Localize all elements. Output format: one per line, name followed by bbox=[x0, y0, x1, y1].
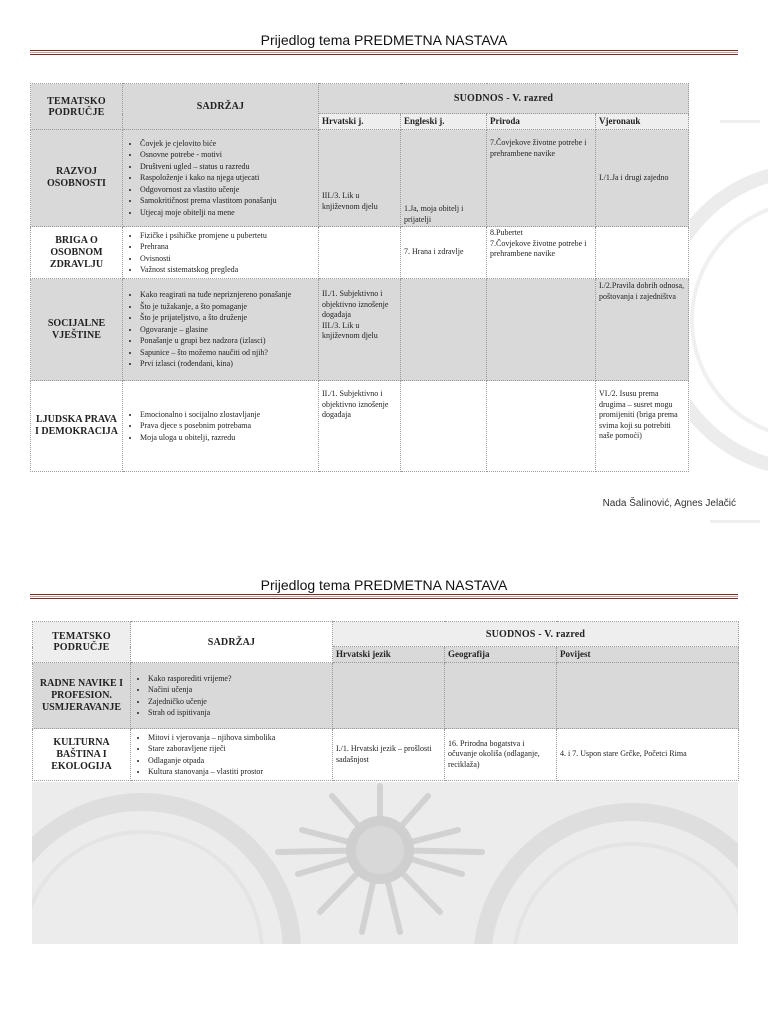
list-item: • Moja uloga u obitelji, razredu bbox=[140, 432, 315, 444]
area-label: SOCIJALNE VJEŠTINE bbox=[31, 279, 123, 381]
relation-cell: 4. i 7. Uspon stare Grčke, Početci Rima bbox=[557, 729, 739, 781]
title-rule-2 bbox=[30, 594, 738, 599]
list-item: • Osnovne potrebe - motivi bbox=[140, 149, 315, 161]
relation-cell: VI./2. Isusu prema drugima – susret mogu promijeniti (briga prema svima koji su potrebiti naše pomoći) bbox=[596, 381, 689, 472]
content-list bbox=[123, 130, 319, 227]
relation-cell bbox=[401, 381, 487, 472]
subject-history: Povijest bbox=[557, 647, 739, 663]
list-item: • Čovjek je cjelovito biće bbox=[140, 138, 315, 150]
list-item: • Prvi izlasci (rođendani, kina) bbox=[140, 358, 315, 370]
area-label: KULTURNA BAŠTINA I EKOLOGIJA bbox=[33, 729, 131, 781]
relation-cell: I./1. Hrvatski jezik – prošlosti sadašnjost bbox=[333, 729, 445, 781]
page-title-2: Prijedlog tema PREDMETNA NASTAVA bbox=[260, 577, 508, 593]
list-item: • Emocionalno i socijalno zlostavljanje bbox=[140, 409, 315, 421]
list-item: • Kultura stanovanja – vlastiti prostor bbox=[148, 766, 329, 778]
list-item: • Kako reagirati na tuđe nepriznjereno ponašanje bbox=[140, 289, 315, 301]
area-label: LJUDSKA PRAVA I DEMOKRACIJA bbox=[31, 381, 123, 472]
list-item: • Prehrana bbox=[140, 241, 315, 253]
table-row bbox=[31, 130, 689, 227]
list-item: • Fizičke i psihičke promjene u pubertetu bbox=[140, 230, 315, 242]
authors: Nada Šalinović, Agnes Jelačić bbox=[602, 498, 736, 509]
list-item: • Raspoloženje i kako na njega utjecati bbox=[140, 172, 315, 184]
relation-cell bbox=[487, 381, 596, 472]
list-item: • Odlaganje otpada bbox=[148, 755, 329, 767]
subject-nature: Priroda bbox=[487, 114, 596, 130]
list-item: • Utjecaj moje obitelji na mene bbox=[140, 207, 315, 219]
area-label: RAZVOJ OSOBNOSTI bbox=[31, 130, 123, 227]
relation-cell: 1.Ja, moja obitelj i prijatelji bbox=[401, 130, 487, 227]
header-content: SADRŽAJ bbox=[123, 84, 319, 130]
list-item: • Mitovi i vjerovanja – njihova simbolika bbox=[148, 732, 329, 744]
content-list bbox=[123, 381, 319, 472]
topics-table-grade5-a bbox=[30, 83, 689, 472]
relation-cell bbox=[319, 227, 401, 279]
page-title: Prijedlog tema PREDMETNA NASTAVA bbox=[260, 32, 508, 48]
list-item: • Važnost sistematskog pregleda bbox=[140, 264, 315, 276]
subject-croatian: Hrvatski j. bbox=[319, 114, 401, 130]
relation-cell: III./3. Lik u književnom djelu bbox=[319, 130, 401, 227]
table-row bbox=[33, 663, 739, 729]
header-relations: SUODNOS - V. razred bbox=[333, 622, 739, 647]
list-item: • Kako rasporediti vrijeme? bbox=[148, 673, 329, 685]
list-item: • Društveni ugled – status u razredu bbox=[140, 161, 315, 173]
subject-geography: Geografija bbox=[445, 647, 557, 663]
subject-croatian: Hrvatski jezik bbox=[333, 647, 445, 663]
relation-cell: II./1. Subjektivno i objektivno iznošenje događaja III./3. Lik u književnom djelu bbox=[319, 279, 401, 381]
decorative-sun-image bbox=[32, 782, 738, 944]
content-list bbox=[123, 227, 319, 279]
relation-cell: II./1. Subjektivno i objektivno iznošenje događaja bbox=[319, 381, 401, 472]
list-item: • Samokritičnost prema vlastitom ponašanju bbox=[140, 195, 315, 207]
relation-cell: 7.Čovjekove životne potrebe i prehrambene navike bbox=[487, 130, 596, 227]
list-item: • Sapunice – što možemo naučiti od njih? bbox=[140, 347, 315, 359]
list-item: • Odgovornost za vlastito učenje bbox=[140, 184, 315, 196]
content-list bbox=[131, 729, 333, 781]
relation-cell: I./1.Ja i drugi zajedno bbox=[596, 130, 689, 227]
relation-cell: 7. Hrana i zdravlje bbox=[401, 227, 487, 279]
list-item: • Ovisnosti bbox=[140, 253, 315, 265]
area-label: RADNE NAVIKE I PROFESION. USMJERAVANJE bbox=[33, 663, 131, 729]
list-item: • Zajedničko učenje bbox=[148, 696, 329, 708]
relation-cell bbox=[596, 227, 689, 279]
table-row bbox=[31, 227, 689, 279]
area-label: BRIGA O OSOBNOM ZDRAVLJU bbox=[31, 227, 123, 279]
list-item: • Strah od ispitivanja bbox=[148, 707, 329, 719]
topics-table-grade5-b bbox=[32, 621, 739, 781]
table-row bbox=[31, 279, 689, 381]
list-item: • Ogovaranje – glasine bbox=[140, 324, 315, 336]
title-rule bbox=[30, 50, 738, 55]
relation-cell bbox=[557, 663, 739, 729]
table-row bbox=[33, 729, 739, 781]
list-item: • Što je tužakanje, a što pomaganje bbox=[140, 301, 315, 313]
subject-religion: Vjeronauk bbox=[596, 114, 689, 130]
subject-english: Engleski j. bbox=[401, 114, 487, 130]
relation-cell bbox=[445, 663, 557, 729]
relation-cell: I./2.Pravila dobrih odnosa, poštovanja i zajedništva bbox=[596, 279, 689, 381]
header-content: SADRŽAJ bbox=[131, 622, 333, 663]
list-item: • Što je prijateljstvo, a što druženje bbox=[140, 312, 315, 324]
list-item: • Stare zaboravljene riječi bbox=[148, 743, 329, 755]
list-item: • Ponašanje u grupi bez nadzora (izlasci) bbox=[140, 335, 315, 347]
header-area: TEMATSKO PODRUČJE bbox=[33, 622, 131, 663]
relation-cell bbox=[401, 279, 487, 381]
relation-cell bbox=[333, 663, 445, 729]
content-list bbox=[123, 279, 319, 381]
sun-dial-icon bbox=[32, 782, 738, 944]
relation-cell: 8.Pubertet 7.Čovjekove životne potrebe i prehrambene navike bbox=[487, 227, 596, 279]
relation-cell: 16. Prirodna bogatstva i očuvanje okoliša (odlaganje, reciklaža) bbox=[445, 729, 557, 781]
content-list bbox=[131, 663, 333, 729]
relation-cell bbox=[487, 279, 596, 381]
list-item: • Načini učenja bbox=[148, 684, 329, 696]
list-item: • Prava djece s posebnim potrebama bbox=[140, 420, 315, 432]
header-area: TEMATSKO PODRUČJE bbox=[31, 84, 123, 130]
table-row bbox=[31, 381, 689, 472]
header-relations: SUODNOS - V. razred bbox=[319, 84, 689, 114]
